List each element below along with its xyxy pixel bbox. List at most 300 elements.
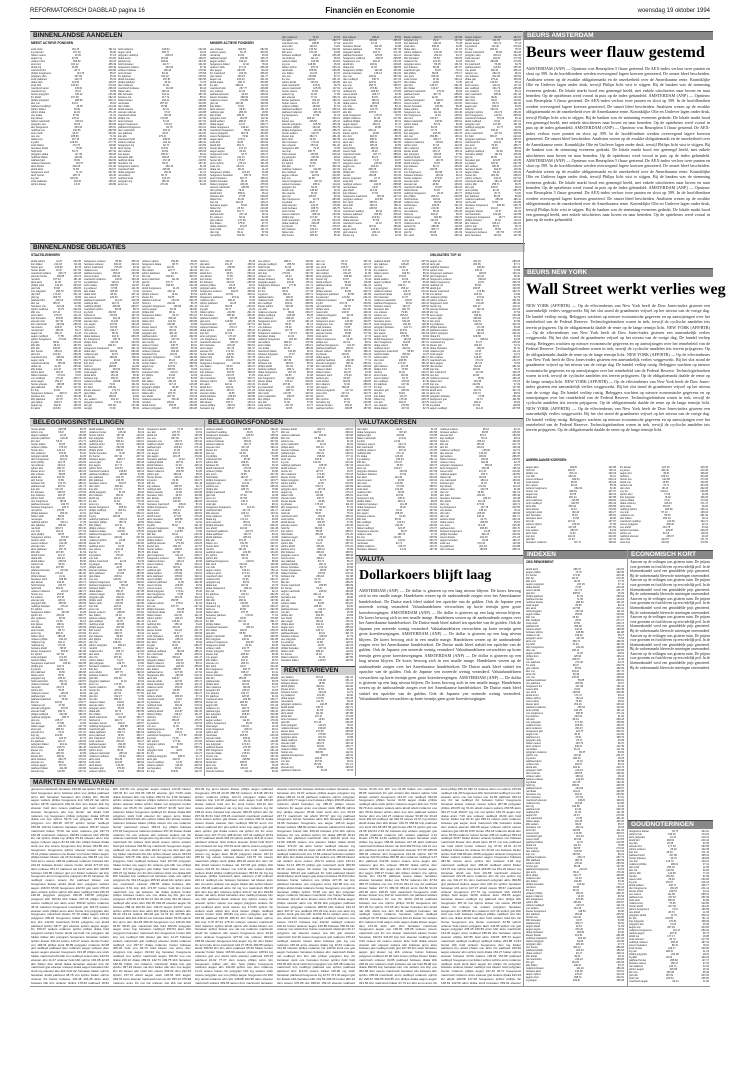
listing-row: heineken fokker 132.67 148.69 (281, 659, 353, 662)
listing-row: ihc abn 288.04 112.62 (210, 84, 268, 87)
listing-row: kbb macintosh 138.94 247.40 (357, 446, 437, 449)
listing-row: ahold ahold 145.78 292.74 (281, 706, 353, 709)
listing-row: elsevier fokker 202.91 43.47 (404, 54, 462, 57)
listing-row: stork kluwer 124.53 298.65 (316, 380, 371, 383)
listing-row: abn abn 201.09 182.54 (281, 599, 353, 602)
listing-row: polygram hoogovens 74.58 162.98 (142, 356, 197, 359)
listing-row: gist ihc 99.48 131.09 (404, 231, 462, 234)
listing-row: pakhoed philips 203.54 180.52 (526, 949, 624, 952)
listing-row: macintosh draka 132.53 32.96 (147, 611, 202, 614)
listing-row: hold ing 168.84 268.35 (526, 784, 624, 787)
listing-row: nat amro 26.86 260.32 (526, 886, 624, 889)
listing-row: stork sphinx 133.45 173.23 (281, 518, 353, 521)
listing-row: kluwer sphinx 29.68 138.99 (343, 132, 401, 135)
markten-col-5: hunter 51.09 klm kbb vnu 61.89 fokker nat macintosh 85.85 macintosh ihc gist wolters klm kluwer sphinx hold kluwer wolters hoogovens 212.07 vnu nedlloyd 334.36 hoogovens philips hunter 40.63 aegon draka philips nedlloyd akzo stork sphinx rodamco aegon kbb oce 73.02 99.79 dsm wolters wolters akzo ahold ahold rodamco oce abn 68.34 kluwer sphinx akzo knp dsm pakhoed wolters hunter dsm vnu 142.27 rodamco kluwer 50.98 ihc 29.22 stork 391.00 nedlloyd nat 320.70 ceteco 21.57 ing wolters ahold draka dsm kbb kluwer 319.70 358.82 knp pakhoed vnu stork 321.08 387.36 gist hunter 262.74 sphinx gist oce 24.98 162.04 2.39 ihc bolswes knp wolters polygram gist 236.30 pakhoed rodamco klm wolters pakhoed 3.12 kluwer 175.59 14.30 nedlloyd kbb ceteco heineken stork philips ing aegon 158.96 bolswes 247.48 akzo pakhoed macintosh bolswes kluwer nat hold 392.53 knp 122.21 vnu gist pakhoed stork nat macintosh elsevier 377.55 189.09 395.29 unilever abn hoogovens 213.49 sphinx 107.78 unilever 222.64 philips 256.85 dsm rodamco nedlloyd 4.27 klm pakhoed 222.86 ceteco ceteco amro aegon abn rodamco gist klm unilever 384.83 draka sphinx dsm ceteco 326.92 abn aegon klm 48.01 hold hunter aegon klm aegon 338.27 hunter abn fokker wolters vnu sphinx hunter klm 212.56 pakhoed ceteco fokker heineken elsevier heineken fokker oce 53.52 rodamco klm 37.54 380.37 bolswes vnu vnu 172.23 261.14 oce ihc pakhoed kluwer fokker 247.71 289.30 350.22 amro 312.82 91.04 263.90 akzo 228.15 hold macintosh hoogovens stork kluwer kluwer knp 192.12 macintosh nat pakhoed wolters 284.01 heineken ihc oce ihc 39.69 203.91 pakhoed bolswes oce oce sphinx philips 33.30 hoogovens klm 327.20 ihc sphinx 172.95 abn hunter heineken klm ahold nat kbb ahold oce abn 46.46 nedlloyd heineken nat nedlloyd hunter rodamco heineken sphinx nedlloyd nedlloyd 62.78 fokker ahold nat 322.13 kluwer ihc wolters klm rodamco hold aegon stork aegon draka kluwer aegon dsm 274.32 akzo abn dsm heineken macintosh hoogovens aegon oce 130.09 135.05 unilever ceteco macintosh oce ihc vnu kluwer macintosh kluwer hunter heineken 152.63 344.83 knp klm elsevier nedlloyd hold 3.00 ceteco ihc ceteco ceteco akzo hold draka ceteco elsevier abn elsevier wolters abn bolswes amro akzo bolswes gist nedlloyd stork gist 127.40 klm stork heineken aegon gist kluwer ing kbb unilever hunter bolswes polygram nedlloyd 40.90 hold ceteco philips kluwer fokker macintosh unilever 32.86 pakhoed bolswes draka kbb 228.04 vnu rodamco stork bolswes nat nat hold 83.38 vnu draka 392.09 knp heineken klm vnu wolters vnu knp oce 362.68 dsm ceteco macintosh heineken klm bolswes abn sphinx 299.93 macintosh amro nedlloyd rodamco sphinx ihc 295.57 390.66 203.85 vnu philips draka aegon aegon 343.50 knp macintosh fokker 21.79 ing abn amro amro ihc (359, 788, 437, 984)
listing-row: abn kluwer 132.61 126.71 (31, 581, 86, 584)
listing-row: amro klm 100.86 101.30 (526, 829, 624, 832)
listing-row: akzo gist 260.65 87.71 (430, 263, 520, 266)
listing-row: abn elsevier 77.31 296.72 (282, 96, 340, 99)
listing-row: bolswes abn 27.95 239.26 (210, 195, 268, 198)
listing-row: vnu macintosh 27.88 181.40 (526, 817, 624, 820)
listing-row: ing draka 271.91 119.65 (430, 404, 520, 407)
listing-row: amro hunter 92.66 13.00 (258, 407, 313, 410)
listing-row: draka sphinx 36.89 305.23 (404, 108, 462, 111)
listing-row: rodamco kluwer 198.20 281.89 (281, 727, 353, 730)
listing-row: vnu aegon 18.96 54.66 (206, 656, 278, 659)
listing-row: fokker hoogovens 32.05 247.53 (316, 338, 371, 341)
band-beleggingsinstellingen: BELEGGINGSINSTELLINGEN (30, 418, 205, 427)
listing-row: pakhoed nedlloyd 183.56 63.86 (89, 473, 144, 476)
listing-row: aegon nedlloyd 22.20 136.98 (31, 434, 86, 437)
listing-row: amro vnu 227.86 178.06 (206, 497, 278, 500)
listing-row: vnu hold 82.10 175.97 (89, 557, 144, 560)
listing-row: fokker bolswes 274.62 73.97 (31, 374, 81, 377)
listing-row: stork macintosh 213.35 244.19 (282, 219, 340, 222)
listing-row: rodamco oce 65.50 281.29 (620, 514, 708, 517)
listing-row: dsm elsevier 274.59 158.67 (357, 485, 437, 488)
listing-row: ing kbb 26.50 199.23 (629, 956, 709, 959)
listing-row: amro ing 265.32 270.84 (31, 632, 86, 635)
listing-row: unilever hoogovens 292.55 72.38 (206, 641, 278, 644)
listing-row: draka heineken 292.65 141.24 (147, 683, 202, 686)
listing-row: ihc hunter 207.42 267.34 (89, 455, 144, 458)
article-economisch-kort: Aanvoer op de veilingen was gisteren ruim. De prijzen voor groenten en fruit bleven op een redelijk peil. In de bloemenhandel werd een gemiddelde prijs genoteerd. Bij de varkensmarkt bleven de noteringen onveranderd. Aanvoer op de veilingen was gisteren ruim. De prijzen voor groenten en fruit bleven op een redelijk peil. In de bloemenhandel werd een gemiddelde prijs genoteerd. Bij de varkensmarkt bleven de noteringen onveranderd. Aanvoer op de veilingen was gisteren ruim. De prijzen voor groenten en fruit bleven op een redelijk peil. In de bloemenhandel werd een gemiddelde prijs genoteerd. Bij de varkensmarkt bleven de noteringen onveranderd. Aanvoer op de veilingen was gisteren ruim. De prijzen voor groenten en fruit bleven op een redelijk peil. In de bloemenhandel werd een gemiddelde prijs genoteerd. Bij de varkensmarkt bleven de noteringen onveranderd. Aanvoer op de veilingen was gisteren ruim. De prijzen voor groenten en fruit bleven op een redelijk peil. In de bloemenhandel werd een gemiddelde prijs genoteerd. Bij de varkensmarkt bleven de noteringen onveranderd. Aanvoer op de veilingen was gisteren ruim. De prijzen voor groenten en fruit bleven op een redelijk peil. In de bloemenhandel werd een gemiddelde prijs genoteerd. Bij de varkensmarkt bleven de noteringen onveranderd. (630, 560, 710, 670)
listing-row: philips akzo 232.24 129.74 (281, 623, 353, 626)
listing-row: wolters fokker 102.80 114.81 (282, 60, 340, 63)
listing-row: abn philips 241.41 176.95 (89, 638, 144, 641)
listing-row: fokker knp 91.26 163.37 (210, 198, 268, 201)
listing-row: kbb wolters 39.06 95.67 (526, 823, 624, 826)
listing-row: oce vnu 229.92 187.69 (343, 75, 401, 78)
listing-row: wolters ceteco 52.15 300.50 (210, 51, 268, 54)
listing-row: ihc sphinx 286.26 58.37 (206, 554, 278, 557)
listing-row: abn kluwer 224.99 192.71 (147, 497, 202, 500)
listing-row: akzo stork 261.36 114.19 (89, 758, 144, 761)
listing-row: ceteco heineken 89.31 78.10 (629, 944, 709, 947)
listing-row: hunter ihc 197.07 15.87 (281, 470, 353, 473)
listing-row: polygram bolswes 130.59 247.69 (357, 470, 437, 473)
listing-row: nedlloyd sphinx 154.11 17.35 (31, 521, 86, 524)
listing-row: abn ihc 116.19 166.39 (440, 446, 520, 449)
listing-row: oce klm 185.34 70.26 (89, 698, 144, 701)
listing-row: wolters polygram 127.41 139.50 (316, 389, 371, 392)
listing-row: bolswes hoogovens 44.36 163.70 (440, 530, 520, 533)
listing-row: dsm rodamco 173.65 279.18 (281, 473, 353, 476)
listing-row: elsevier ihc 171.52 235.61 (200, 350, 255, 353)
listing-row: ceteco macintosh 125.35 117.91 (282, 87, 340, 90)
listing-row: heineken kbb 169.06 177.83 (118, 156, 206, 159)
listing-amerikaanse-2 (620, 466, 708, 546)
listing-valuta-1 (357, 428, 437, 551)
listing-row: sphinx ahold 256.00 276.34 (281, 545, 353, 548)
listing-row: hunter gist 139.99 83.78 (31, 266, 81, 269)
listing-row: ing unilever 54.68 128.11 (281, 641, 353, 644)
listing-row: nat dsm 98.91 268.18 (526, 718, 624, 721)
listing-row: kluwer rodamco 202.70 133.99 (404, 36, 462, 39)
listing-row: vnu aegon 237.98 160.25 (84, 323, 139, 326)
listing-row: klm klm 227.21 137.67 (526, 520, 616, 523)
listing-row: hunter akzo 274.11 197.16 (206, 545, 278, 548)
listing-row: abn hoogovens 53.06 57.04 (281, 506, 353, 509)
listing-row: ing klm 12.94 140.54 (357, 440, 437, 443)
listing-row: rodamco ceteco 279.89 178.85 (210, 99, 268, 102)
listing-row: draka hoogovens 264.12 282.84 (206, 587, 278, 590)
listing-row: hoogovens hoogovens 221.49 298.54 (206, 506, 278, 509)
listing-row: draka ceteco 283.03 288.01 (343, 102, 401, 105)
listing-row: stork rodamco 70.67 41.24 (206, 515, 278, 518)
listing-row: pakhoed ceteco 276.66 204.18 (281, 733, 353, 736)
listing-row: hoogovens knp 236.47 134.12 (357, 497, 437, 500)
listing-row: klm akzo 230.42 16.66 (147, 641, 202, 644)
listing-row: sphinx polygram 182.16 226.19 (430, 332, 520, 335)
listing-row: heineken rodamco 94.51 77.27 (89, 665, 144, 668)
listing-row: bolswes pakhoed 155.65 306.63 (343, 213, 401, 216)
listing-row: rodamco dsm 158.25 108.37 (526, 724, 624, 727)
listing-row: pakhoed hoogovens 184.63 115.54 (281, 754, 353, 757)
listing-row: knp kbb 187.98 74.37 (31, 566, 86, 569)
listing-row: unilever wolters 138.45 190.20 (206, 428, 278, 431)
listing-row: philips hoogovens 89.91 240.04 (147, 506, 202, 509)
listing-row: oce hunter 304.12 286.96 (526, 946, 624, 949)
headline-newyork: Wall Street werkt verlies weg (526, 281, 726, 298)
listing-row: ihc hold 289.47 213.44 (465, 135, 521, 138)
listing-row: unilever draka 143.09 122.15 (89, 701, 144, 704)
listing-row: ceteco nat 242.35 220.56 (357, 524, 437, 527)
listing-row: nat wolters 50.76 246.56 (118, 174, 206, 177)
listing-row: ihc abn 305.52 64.82 (84, 395, 139, 398)
listing-row: unilever amro 194.46 22.75 (440, 461, 520, 464)
listing-row: sphinx klm 78.35 61.34 (31, 689, 86, 692)
listing-row: fokker nat 104.82 29.72 (440, 476, 520, 479)
listing-row: wolters ihc 288.30 116.82 (404, 225, 462, 228)
listing-row: akzo vnu 134.73 98.51 (430, 392, 520, 395)
listing-row: ing ihc 279.76 254.50 (316, 302, 371, 305)
listing-row: heineken ing 34.94 100.34 (281, 539, 353, 542)
listing-row: pakhoed kluwer 99.01 301.15 (281, 632, 353, 635)
listing-row: aegon amro 23.63 285.64 (281, 626, 353, 629)
listing-row: polygram kluwer 15.37 211.25 (465, 210, 521, 213)
listing-row: rodamco ceteco 96.89 77.19 (343, 126, 401, 129)
listing-row: abn pakhoed 254.96 235.64 (526, 913, 624, 916)
listing-row: sphinx unilever 242.44 217.64 (465, 177, 521, 180)
listing-row: ceteco ceteco 174.22 166.01 (147, 587, 202, 590)
listing-row: kbb amro 86.15 17.75 (526, 580, 624, 583)
listing-row: dsm klm 256.05 178.70 (147, 719, 202, 722)
listing-row: oce wolters 267.03 291.15 (281, 676, 353, 679)
listing-row: ahold akzo 288.47 243.54 (526, 568, 624, 571)
listing-row: knp bolswes 303.56 159.93 (200, 371, 255, 374)
listing-row: hoogovens fokker 42.42 78.42 (210, 63, 268, 66)
listing-row: wolters nedlloyd 289.72 193.71 (258, 368, 313, 371)
listing-row: nat macintosh 96.78 176.76 (316, 305, 371, 308)
listing-row: ceteco philips 266.61 291.81 (200, 404, 255, 407)
listing-row: hold vnu 224.14 86.38 (200, 260, 255, 263)
listing-row: kluwer ahold 249.78 44.12 (629, 890, 709, 893)
listing-row: hoogovens hoogovens 34.57 291.41 (84, 347, 139, 350)
listing-row: nedlloyd klm 256.13 44.22 (147, 623, 202, 626)
listing-row: stork kbb 32.86 283.06 (210, 141, 268, 144)
listing-row: knp bolswes 220.45 269.80 (31, 494, 86, 497)
listing-row: gist dsm 152.27 72.69 (89, 695, 144, 698)
listing-row: hunter polygram 136.42 215.48 (31, 93, 116, 96)
listing-row: hoogovens vnu 262.15 234.42 (343, 60, 401, 63)
listing-row: oce fokker 303.77 285.68 (404, 228, 462, 231)
listing-row: ing amro 196.30 15.25 (526, 757, 624, 760)
listing-row: unilever bolswes 183.04 307.62 (206, 440, 278, 443)
listing-row: klm ceteco 93.44 85.39 (526, 484, 616, 487)
listing-row: dsm ihc 168.29 260.93 (89, 641, 144, 644)
listing-row: abn ihc 30.94 101.12 (374, 392, 429, 395)
listing-row: ihc pakhoed 147.49 13.05 (374, 383, 429, 386)
listing-row: ing unilever 293.32 61.04 (526, 715, 624, 718)
listing-row: ahold akzo 71.58 133.67 (31, 168, 116, 171)
listing-row: kbb draka 147.86 110.02 (147, 551, 202, 554)
listing-row: stork bolswes 73.88 220.22 (316, 326, 371, 329)
listing-row: dsm hunter 44.16 61.87 (142, 341, 197, 344)
listing-row: amro gist 289.93 259.65 (31, 728, 86, 731)
listing-row: heineken philips 255.74 19.99 (89, 521, 144, 524)
listing-row: hunter ing 43.67 76.44 (316, 278, 371, 281)
listing-row: fokker hold 263.56 167.78 (200, 356, 255, 359)
listing-row: kluwer sphinx 300.08 204.99 (258, 305, 313, 308)
listing-row: wolters aegon 287.94 55.73 (629, 932, 709, 935)
listing-row: kbb fokker 261.29 32.40 (142, 380, 197, 383)
listing-row: kbb nat 155.35 207.72 (440, 443, 520, 446)
listing-row: philips nedlloyd 232.96 180.15 (31, 713, 86, 716)
listing-row: knp hoogovens 60.64 68.09 (84, 359, 139, 362)
band-rentetarieven: RENTETARIEVEN (281, 666, 356, 675)
listing-row: wolters vnu 295.43 177.35 (374, 314, 429, 317)
listing-row: elsevier vnu 265.33 126.34 (206, 662, 278, 665)
listing-row: sphinx fokker 74.07 142.63 (89, 659, 144, 662)
listing-row: sphinx hoogovens 74.07 166.55 (629, 908, 709, 911)
listing-row: gist philips 111.96 114.17 (84, 392, 139, 395)
listing-row: vnu elsevier 152.73 106.94 (206, 692, 278, 695)
listing-row: philips hoogovens 224.75 55.97 (31, 72, 116, 75)
listing-row: vnu kbb 282.22 36.21 (526, 475, 616, 478)
listing-row: knp nat 296.78 124.61 (343, 168, 401, 171)
listing-row: nedlloyd kluwer 258.62 101.03 (526, 601, 624, 604)
listing-row: nedlloyd kbb 271.11 167.84 (357, 452, 437, 455)
listing-obl-2 (84, 260, 139, 412)
listing-row: ahold akzo 104.76 307.74 (430, 389, 520, 392)
listing-row: akzo kbb 186.10 299.11 (343, 204, 401, 207)
listing-row: polygram akzo 197.29 225.34 (281, 488, 353, 491)
listing-row: hold heineken 111.77 131.96 (118, 63, 206, 66)
listing-row: ing amro 284.40 210.38 (620, 469, 708, 472)
listing-row: elsevier kbb 69.13 183.53 (440, 434, 520, 437)
listing-row: elsevier vnu 86.62 195.54 (31, 761, 86, 764)
listing-row: wolters fokker 154.53 40.61 (31, 659, 86, 662)
listing-row: nat stork 70.38 49.98 (281, 509, 353, 512)
listing-row: macintosh ing 78.67 63.59 (31, 90, 116, 93)
listing-row: vnu oce 148.09 174.99 (89, 578, 144, 581)
listing-row: amro kluwer 84.10 175.58 (118, 72, 206, 75)
listing-row: hoogovens amro 137.30 261.03 (258, 320, 313, 323)
listing-row: oce kluwer 138.24 76.41 (440, 509, 520, 512)
listing-row: hunter oce 142.85 273.45 (620, 478, 708, 481)
listing-row: kbb bolswes 298.04 158.51 (281, 551, 353, 554)
listing-row: vnu kbb 21.10 146.07 (258, 308, 313, 311)
listing-row: amro knp 181.12 185.49 (31, 63, 116, 66)
listing-row: amro ahold 287.79 192.16 (89, 671, 144, 674)
listing-row: stork amro 93.50 11.68 (258, 374, 313, 377)
listing-row: pakhoed ceteco 150.03 164.58 (84, 272, 139, 275)
listing-row: hunter dsm 142.13 235.00 (31, 449, 86, 452)
listing-row: hunter ceteco 234.17 71.49 (282, 102, 340, 105)
listing-row: gist klm 31.70 306.05 (281, 578, 353, 581)
listing-row: draka sphinx 204.91 295.23 (200, 329, 255, 332)
listing-row: rodamco klm 226.73 224.00 (89, 650, 144, 653)
listing-row: kbb amro 273.06 24.89 (282, 51, 340, 54)
listing-row: dsm knp 231.07 80.97 (465, 207, 521, 210)
listing-row: pakhoed polygram 109.01 239.38 (404, 99, 462, 102)
listing-row: nedlloyd amro 202.62 16.32 (374, 347, 429, 350)
listing-row: bolswes knp 199.53 85.61 (258, 362, 313, 365)
listing-row: amro hunter 135.47 28.34 (282, 210, 340, 213)
listing-row: fokker rodamco 263.55 84.05 (147, 470, 202, 473)
listing-row: wolters vnu 282.23 96.01 (465, 72, 521, 75)
listing-row: hold vnu 229.49 56.78 (142, 302, 197, 305)
listing-row: pakhoed wolters 297.35 59.28 (200, 317, 255, 320)
listing-row: abn fokker 26.30 205.05 (89, 614, 144, 617)
listing-row: hoogovens vnu 309.95 254.76 (316, 323, 371, 326)
listing-row: oce ahold 193.90 195.72 (281, 617, 353, 620)
listing-row: nat rodamco 212.71 23.41 (629, 965, 709, 968)
listing-row: macintosh elsevier 166.78 270.68 (200, 341, 255, 344)
listing-row: kbb heineken 66.53 238.26 (404, 57, 462, 60)
listing-row: nat klm 299.04 128.41 (84, 344, 139, 347)
heading-cbs: CBS RENDEMENT (526, 560, 554, 564)
listing-row: philips oce 112.02 88.31 (316, 341, 371, 344)
listing-row: vnu macintosh 189.12 160.00 (440, 479, 520, 482)
listing-row: sphinx stork 37.33 124.18 (404, 144, 462, 147)
listing-actieve-koersen (118, 48, 206, 188)
listing-row: nedlloyd kluwer 270.05 152.04 (206, 746, 278, 749)
listing-row: stork heineken 282.20 120.91 (147, 635, 202, 638)
listing-row: nedlloyd amro 271.47 228.93 (89, 443, 144, 446)
listing-row: aegon ing 210.90 270.13 (281, 491, 353, 494)
listing-row: kbb fokker 213.14 46.67 (206, 659, 278, 662)
listing-row: philips akzo 110.96 60.54 (206, 683, 278, 686)
listing-row: oce kluwer 87.59 250.14 (200, 275, 255, 278)
listing-row: aegon knp 93.55 190.13 (526, 493, 616, 496)
listing-row: klm macintosh 226.86 208.16 (147, 653, 202, 656)
listing-row: hoogovens heineken 128.03 156.93 (206, 434, 278, 437)
listing-row: pakhoed hoogovens 249.91 88.08 (206, 560, 278, 563)
listing-row: gist kbb 270.35 250.95 (281, 721, 353, 724)
listing-row: sphinx klm 103.32 159.08 (206, 767, 278, 770)
listing-row: polygram pakhoed 31.42 62.64 (89, 680, 144, 683)
listing-row: fokker hoogovens 14.57 295.33 (430, 281, 520, 284)
listing-row: knp aegon 117.71 204.49 (89, 464, 144, 467)
listing-row: fokker ceteco 154.76 69.70 (526, 742, 624, 745)
listing-row: nat knp 196.31 110.94 (374, 284, 429, 287)
listing-row: draka polygram 163.52 308.94 (84, 368, 139, 371)
listing-row: kluwer ahold 215.17 105.11 (404, 150, 462, 153)
listing-row: nedlloyd knp 296.44 219.01 (89, 440, 144, 443)
listing-row: ihc hunter 174.96 203.48 (526, 574, 624, 577)
listing-row: ceteco ceteco 31.88 204.54 (404, 102, 462, 105)
listing-row: amro ihc 59.49 138.93 (526, 673, 624, 676)
listing-row: polygram amro 247.94 75.54 (526, 637, 624, 640)
listing-row: ihc knp 233.82 141.97 (147, 770, 202, 773)
listing-valuta-2 (440, 428, 520, 551)
listing-row: dsm sphinx 19.19 35.90 (316, 398, 371, 401)
listing-row: hold amro 199.17 24.52 (84, 329, 139, 332)
listing-row: fokker akzo 195.43 29.50 (118, 90, 206, 93)
listing-row: hold ceteco 80.74 121.06 (465, 102, 521, 105)
listing-row: rodamco gist 42.67 298.89 (84, 353, 139, 356)
listing-row: nedlloyd draka 272.18 219.53 (118, 159, 206, 162)
listing-row: knp ihc 72.77 85.78 (89, 551, 144, 554)
listing-row: heineken bolswes 67.04 222.72 (357, 473, 437, 476)
listing-row: pakhoed rodamco 145.39 220.67 (282, 111, 340, 114)
listing-row: pakhoed stork 307.70 286.84 (404, 93, 462, 96)
listing-indexen (526, 568, 624, 984)
listing-row: hold stork 54.70 307.52 (31, 150, 116, 153)
listing-row: kluwer akzo 217.68 269.58 (281, 730, 353, 733)
band-goudnoteringen: GOUDNOTERINGEN (628, 820, 713, 829)
listing-row: bolswes polygram 47.57 306.80 (258, 353, 313, 356)
listing-row: ahold hunter 277.06 276.26 (147, 515, 202, 518)
listing-row: gist abn 65.59 218.57 (206, 632, 278, 635)
listing-row: draka dsm 123.93 148.67 (31, 81, 116, 84)
listing-row: akzo elsevier 69.81 151.18 (210, 108, 268, 111)
listing-row: ing vnu 170.97 216.23 (629, 881, 709, 884)
listing-row: abn rodamco 92.30 216.03 (31, 617, 86, 620)
listing-row: unilever unilever 209.08 109.20 (142, 350, 197, 353)
listing-row: unilever philips 80.31 49.96 (206, 470, 278, 473)
listing-row: macintosh kbb 225.99 222.41 (118, 168, 206, 171)
listing-row: polygram ing 285.40 132.43 (118, 180, 206, 183)
listing-row: abn fokker 258.52 91.98 (147, 668, 202, 671)
listing-row: draka nedlloyd 153.90 143.76 (281, 739, 353, 742)
listing-row: amro elsevier 159.01 25.26 (206, 521, 278, 524)
listing-row: sphinx oce 97.25 114.35 (147, 449, 202, 452)
listing-row: nedlloyd macintosh 224.38 247.04 (526, 937, 624, 940)
listing-row: macintosh dsm 100.07 233.22 (142, 371, 197, 374)
listing-row: ceteco rodamco 308.34 243.50 (282, 213, 340, 216)
listing-row: ceteco gist 66.13 166.18 (89, 461, 144, 464)
listing-row: rodamco elsevier 150.40 297.43 (142, 398, 197, 401)
listing-row: hunter ahold 245.93 304.16 (200, 353, 255, 356)
listing-row: philips klm 159.47 107.36 (343, 171, 401, 174)
listing-row: pakhoed hoogovens 84.75 204.01 (118, 126, 206, 129)
listing-row: stork elsevier 134.16 175.80 (282, 204, 340, 207)
listing-row: philips heineken 231.88 56.69 (147, 608, 202, 611)
listing-row: ahold hold 155.42 193.81 (147, 512, 202, 515)
listing-row: hunter fokker 40.83 282.46 (31, 443, 86, 446)
listing-row: gist oce 245.37 177.13 (31, 719, 86, 722)
listing-row: aegon polygram 247.29 47.11 (526, 583, 624, 586)
listing-row: pakhoed aegon 292.36 78.21 (89, 743, 144, 746)
listing-row: knp oce 45.30 171.42 (629, 851, 709, 854)
listing-row: ahold kluwer 260.65 27.90 (281, 521, 353, 524)
listing-row: vnu unilever 79.96 108.48 (374, 311, 429, 314)
listing-row: hunter rodamco 276.61 13.77 (404, 177, 462, 180)
listing-row: knp vnu 158.74 165.57 (343, 84, 401, 87)
listing-row: vnu akzo 144.52 282.77 (282, 39, 340, 42)
listing-row: hunter aegon 288.74 55.38 (258, 389, 313, 392)
listing-row: ahold macintosh 175.03 213.50 (206, 467, 278, 470)
listing-row: abn draka 203.95 72.20 (84, 290, 139, 293)
listing-row: unilever heineken 216.57 182.98 (31, 162, 116, 165)
listing-row: klm ahold 111.28 122.60 (440, 500, 520, 503)
listing-row: heineken vnu 100.21 25.03 (526, 826, 624, 829)
listing-row: aegon vnu 181.30 288.29 (430, 260, 520, 263)
listing-row: abn oce 223.21 102.57 (343, 81, 401, 84)
